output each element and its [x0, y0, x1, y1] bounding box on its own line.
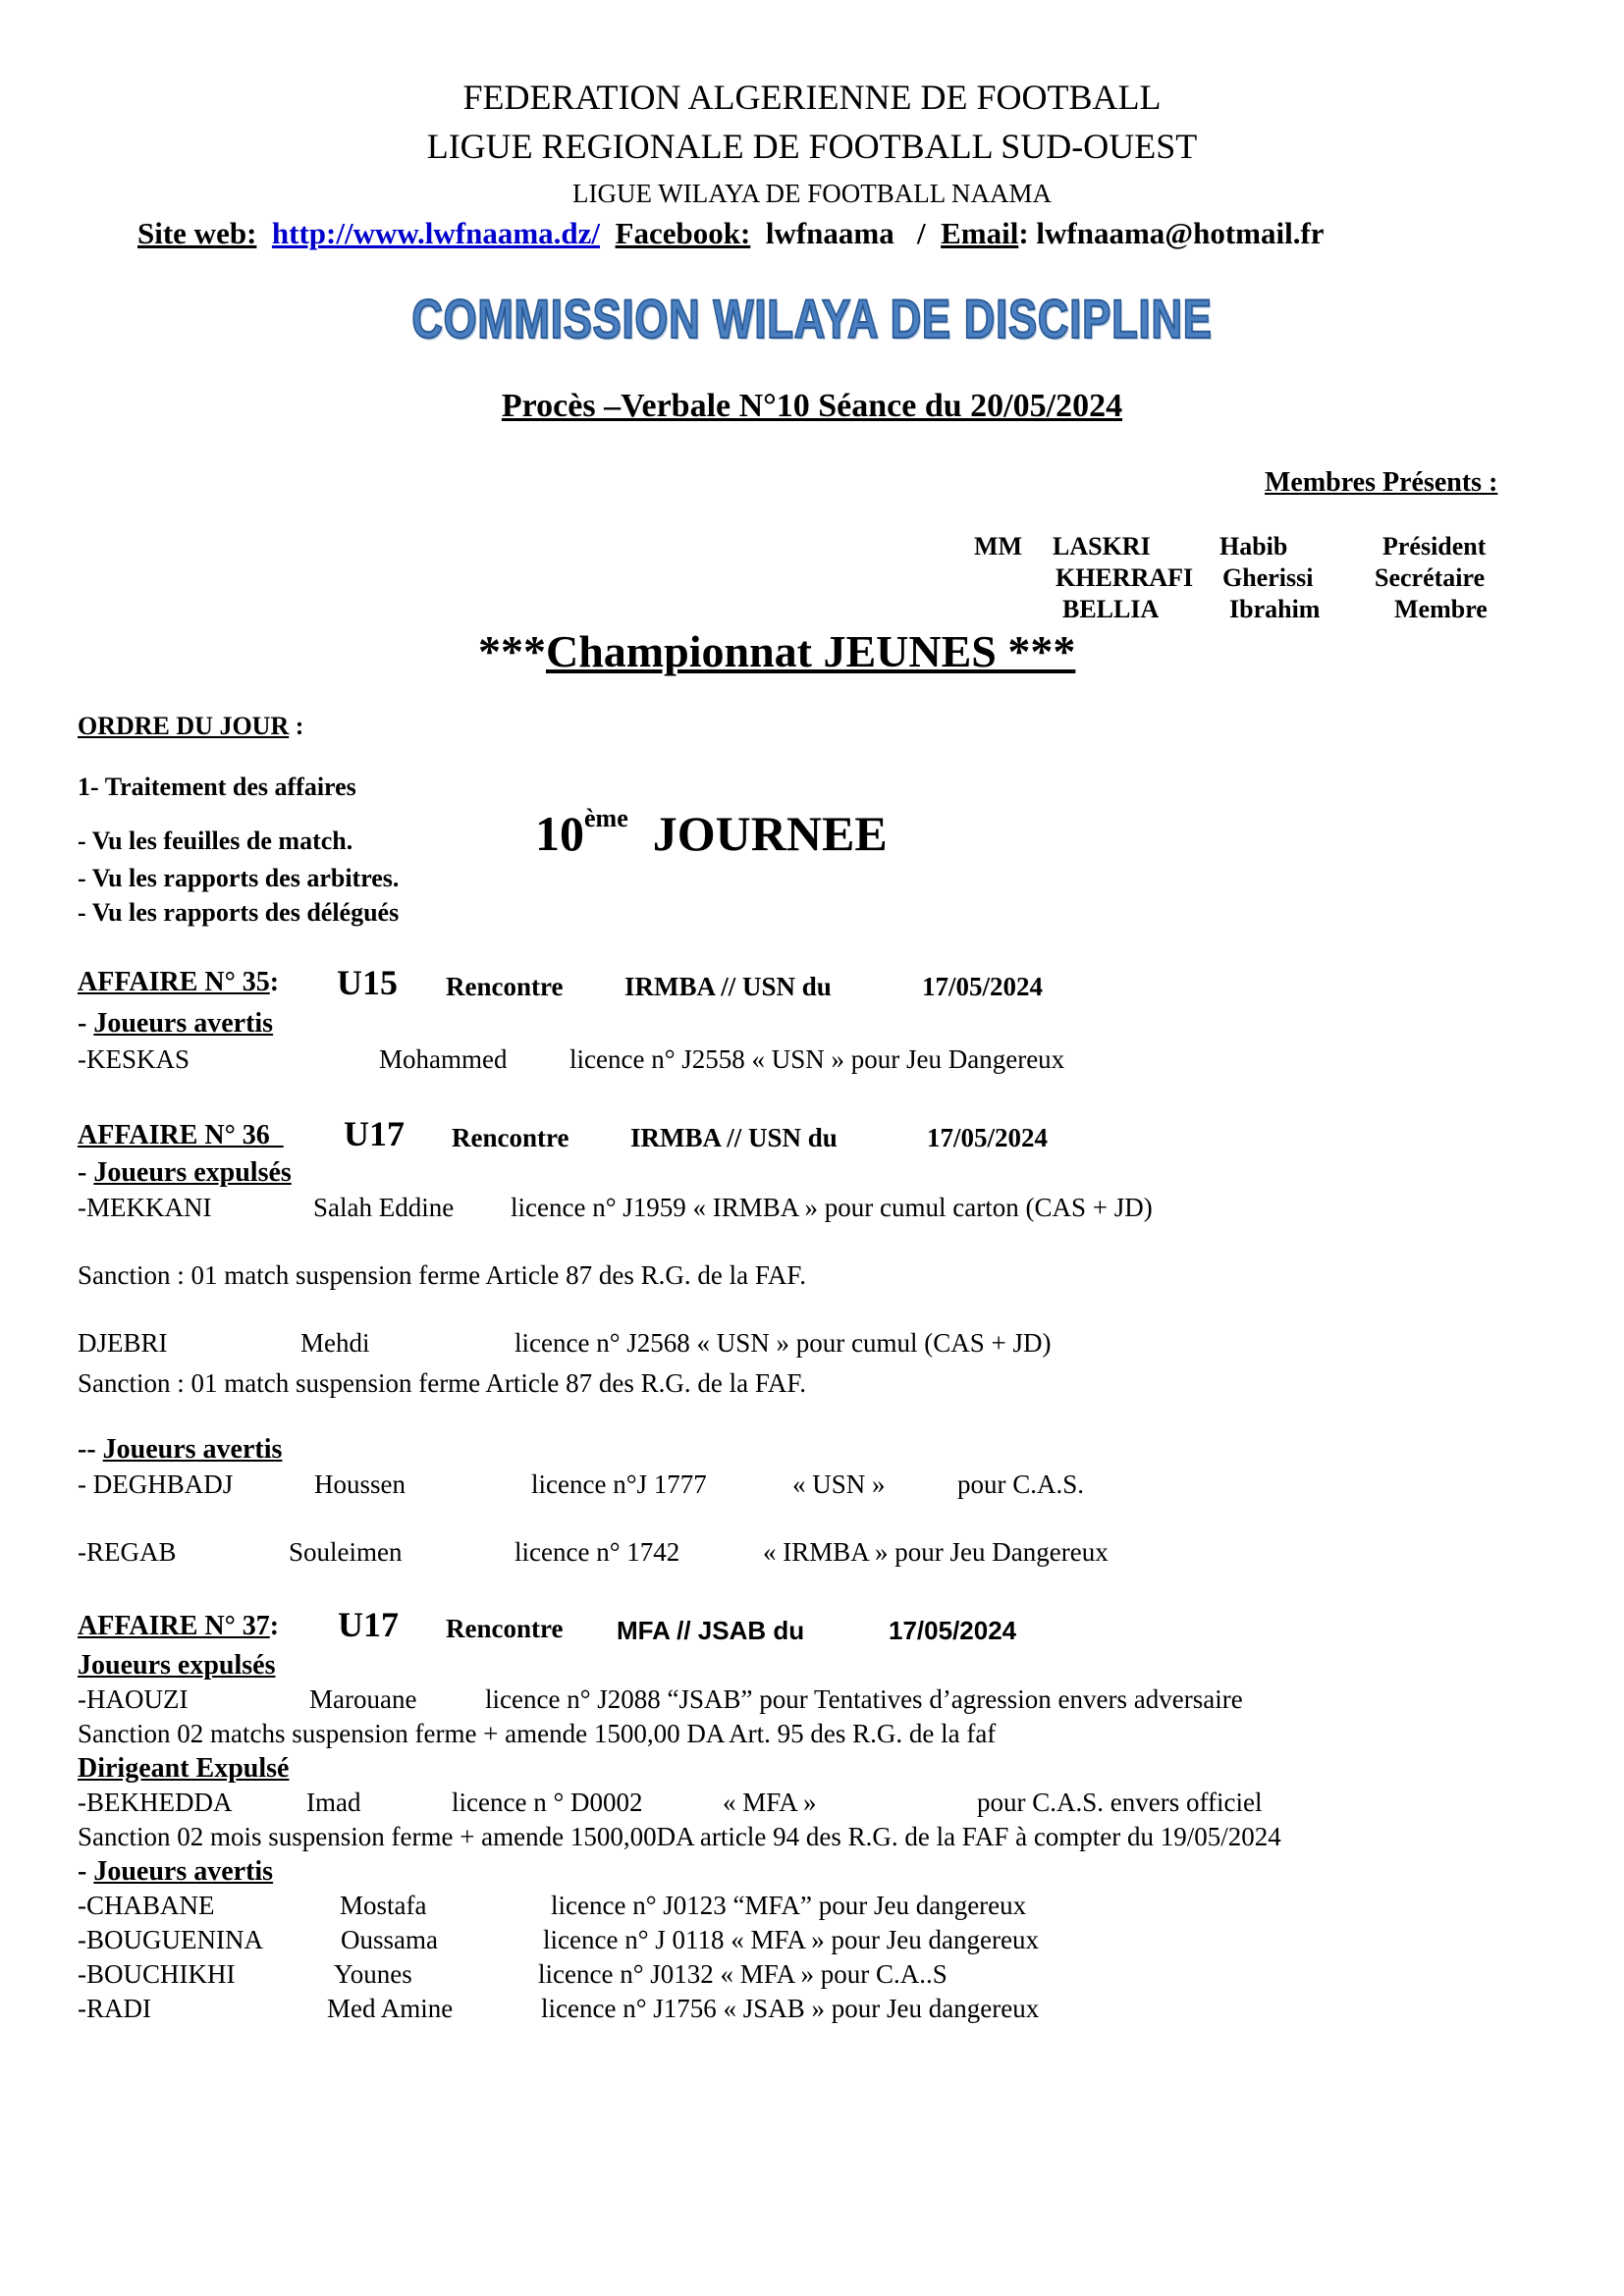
member-2-role: Secrétaire: [1375, 563, 1486, 592]
affaire-36-match: IRMBA // USN du: [630, 1123, 838, 1152]
affaire-36-p2-first: Mehdi: [300, 1328, 370, 1358]
affaire-36-sub2: -- Joueurs avertis: [78, 1434, 283, 1465]
separator: /: [916, 216, 926, 250]
affaire-36-p4-name: -REGAB: [78, 1537, 177, 1567]
affaire-37-p4-detail: licence n° J 0118 « MFA » pour Jeu dangereux: [543, 1925, 1039, 1954]
agenda-item-1: 1- Traitement des affaires: [78, 773, 356, 801]
member-3-last: BELLIA: [1062, 595, 1160, 623]
affaire-36-header: AFFAIRE N° 36: [78, 1120, 284, 1150]
affaire-37-sanction-2: Sanction 02 mois suspension ferme + amende 1500,00DA article 94 des R.G. de la FAF à compter du 19/05/2024: [78, 1822, 1281, 1851]
affaire-37-p3-detail: licence n° J0123 “MFA” pour Jeu dangereux: [551, 1891, 1027, 1920]
affaire-37-p3-name: -CHABANE: [78, 1891, 215, 1920]
affaire-37-p5-first: Younes: [334, 1959, 412, 1989]
commission-banner: COMMISSION WILAYA DE DISCIPLINE: [411, 288, 1213, 349]
member-1-role: Président: [1382, 532, 1487, 561]
affaire-36-sanction-2: Sanction : 01 match suspension ferme Article 87 des R.G. de la FAF.: [78, 1368, 806, 1398]
members-prefix: MM: [974, 532, 1023, 561]
agenda-bullet-2: - Vu les rapports des arbitres.: [78, 864, 400, 892]
affaire-37-sub1: Joueurs expulsés: [78, 1650, 276, 1681]
affaire-37-date: 17/05/2024: [889, 1616, 1017, 1645]
affaire-36-category: U17: [344, 1114, 405, 1153]
ligue-regionale-title: LIGUE REGIONALE DE FOOTBALL SUD-OUEST: [426, 127, 1198, 166]
affaire-36-p3-club: « USN »: [792, 1469, 886, 1499]
affaire-37-rencontre: Rencontre: [446, 1614, 564, 1643]
affaire-35-category: U15: [337, 963, 398, 1002]
member-1-first: Habib: [1219, 532, 1288, 561]
email-value[interactable]: : lwfnaama@hotmail.fr: [1018, 216, 1325, 250]
affaire-37-p2-first: Imad: [306, 1788, 361, 1817]
affaire-36-p4-licence: licence n° 1742: [514, 1537, 680, 1567]
affaire-37-p1-name: -HAOUZI: [78, 1684, 189, 1714]
journee-heading: 10ème JOURNEE: [535, 804, 888, 861]
affaire-37-p2-reason: pour C.A.S. envers officiel: [977, 1788, 1263, 1817]
affaire-37-p4-name: -BOUGUENINA: [78, 1925, 263, 1954]
affaire-36-p1-detail: licence n° J1959 « IRMBA » pour cumul carton (CAS + JD): [511, 1193, 1153, 1222]
contact-line: [137, 216, 1325, 251]
affaire-37-p2-club: « MFA »: [723, 1788, 817, 1817]
affaire-36-date: 17/05/2024: [927, 1123, 1049, 1152]
affaire-36-sanction-1: Sanction : 01 match suspension ferme Article 87 des R.G. de la FAF.: [78, 1260, 806, 1290]
affaire-35-p1-first: Mohammed: [379, 1044, 508, 1074]
federation-title: FEDERATION ALGERIENNE DE FOOTBALL: [462, 78, 1162, 117]
affaire-35-header: AFFAIRE N° 35:: [78, 967, 280, 997]
member-2-last: KHERRAFI: [1056, 563, 1194, 592]
affaire-37-p2-licence: licence n ° D0002: [452, 1788, 643, 1817]
affaire-37-p1-first: Marouane: [309, 1684, 417, 1714]
affaire-35-sub: - Joueurs avertis: [78, 1008, 274, 1039]
affaire-37-match: MFA // JSAB du: [617, 1616, 805, 1645]
site-label: Site web:: [137, 216, 257, 250]
affaire-37-p1-detail: licence n° J2088 “JSAB” pour Tentatives d’agression envers adversaire: [485, 1684, 1243, 1714]
facebook-label: Facebook:: [615, 216, 751, 250]
affaire-37-p3-first: Mostafa: [340, 1891, 427, 1920]
agenda-heading: ORDRE DU JOUR :: [78, 712, 304, 740]
affaire-37-sanction-1: Sanction 02 matchs suspension ferme + amende 1500,00 DA Art. 95 des R.G. de la faf: [78, 1719, 997, 1748]
affaire-36-p3-first: Houssen: [314, 1469, 406, 1499]
affaire-37-p4-first: Oussama: [341, 1925, 438, 1954]
affaire-37-sub2: Dirigeant Expulsé: [78, 1753, 290, 1784]
championship-stars: ***: [478, 626, 546, 676]
affaire-37-p5-name: -BOUCHIKHI: [78, 1959, 236, 1989]
affaire-36-p1-first: Salah Eddine: [313, 1193, 455, 1222]
affaire-36-p3-licence: licence n°J 1777: [531, 1469, 707, 1499]
affaire-35-rencontre: Rencontre: [446, 972, 564, 1001]
affaire-36-p2-name: DJEBRI: [78, 1328, 168, 1358]
affaire-35-p1-detail: licence n° J2558 « USN » pour Jeu Dangereux: [569, 1044, 1065, 1074]
member-3-role: Membre: [1394, 595, 1488, 623]
affaire-37-category: U17: [338, 1605, 399, 1644]
facebook-value: lwfnaama: [765, 216, 894, 250]
members-heading: Membres Présents :: [1265, 467, 1498, 498]
pv-title: Procès –Verbale N°10 Séance du 20/05/2024: [501, 388, 1123, 424]
affaire-36-p4-detail: « IRMBA » pour Jeu Dangereux: [763, 1537, 1109, 1567]
affaire-36-p4-first: Souleimen: [289, 1537, 403, 1567]
affaire-37-p6-detail: licence n° J1756 « JSAB » pour Jeu dangereux: [541, 1994, 1040, 2023]
site-link[interactable]: http://www.lwfnaama.dz/: [271, 216, 601, 250]
affaire-37-p2-name: -BEKHEDDA: [78, 1788, 233, 1817]
affaire-36-p2-detail: licence n° J2568 « USN » pour cumul (CAS + JD): [514, 1328, 1052, 1358]
member-1-last: LASKRI: [1053, 532, 1151, 561]
member-3-first: Ibrahim: [1229, 595, 1321, 623]
agenda-bullet-3: - Vu les rapports des délégués: [78, 898, 400, 927]
affaire-37-p6-name: -RADI: [78, 1994, 151, 2023]
email-label: Email: [941, 216, 1019, 250]
affaire-36-rencontre: Rencontre: [452, 1123, 569, 1152]
affaire-37-p5-detail: licence n° J0132 « MFA » pour C.A..S: [538, 1959, 947, 1989]
affaire-36-sub1: - Joueurs expulsés: [78, 1157, 292, 1188]
championship-label: Championnat JEUNES ***: [546, 626, 1076, 676]
affaire-36-p1-name: -MEKKANI: [78, 1193, 212, 1222]
affaire-35-date: 17/05/2024: [922, 972, 1044, 1001]
affaire-37-sub3: - Joueurs avertis: [78, 1856, 274, 1887]
member-2-first: Gherissi: [1222, 563, 1314, 592]
affaire-35-p1-name: -KESKAS: [78, 1044, 190, 1074]
affaire-37-p6-first: Med Amine: [327, 1994, 454, 2023]
affaire-36-p3-name: - DEGHBADJ: [78, 1469, 234, 1499]
championship-title: [478, 625, 1075, 677]
affaire-35-match: IRMBA // USN du: [624, 972, 832, 1001]
ligue-wilaya-title: LIGUE WILAYA DE FOOTBALL NAAMA: [572, 179, 1052, 208]
agenda-bullet-1: - Vu les feuilles de match.: [78, 827, 353, 855]
affaire-36-p3-reason: pour C.A.S.: [957, 1469, 1085, 1499]
affaire-37-header: AFFAIRE N° 37:: [78, 1611, 280, 1641]
